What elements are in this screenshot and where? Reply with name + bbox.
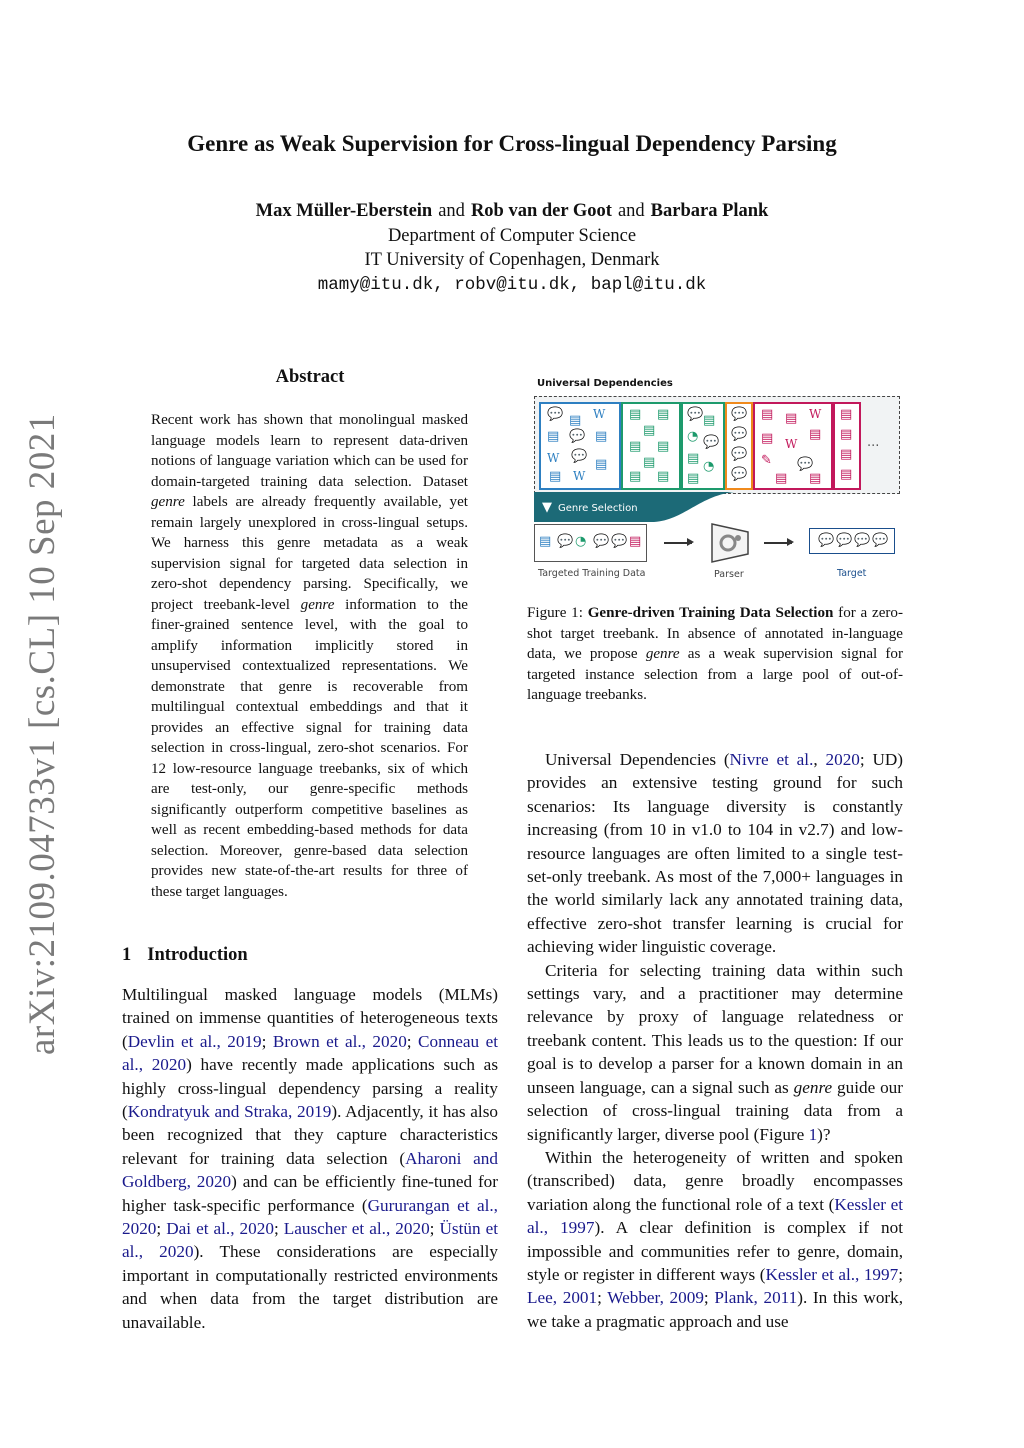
document-icon: ▤ — [657, 407, 670, 422]
paragraph: Universal Dependencies (Nivre et al., 2020; UD) provides an extensive testing ground for such scenarios: Its language diversity is constantly increasing (from 10 in v1.0 to 104 in v2.7) and low-resource languages are often limited to a single test-set-only treebank. As most of the 7,000+ languages in the world similarly lack any annotated training data, effective zero-shot transfer learning is crucial for achieving wider linguistic coverage. — [527, 750, 903, 957]
document-icon: ▤ — [657, 469, 670, 484]
intro-right-column — [527, 748, 903, 1333]
figure-caption: Figure 1: Genre-driven Training Data Selection for a zero-shot target treebank. In absence of annotated in-language data, we propose genre as a weak supervision signal for targeted instance selection from a large pool of out-of-language treebanks. — [527, 605, 903, 703]
citation-link[interactable]: Kondratyuk and Straka, 2019 — [127, 1102, 332, 1122]
speech-icon: 💬 — [797, 457, 814, 472]
section-number: 1 — [122, 945, 132, 965]
more-treebanks-ellipsis: ... — [867, 435, 880, 450]
document-icon: ▤ — [840, 447, 853, 462]
abstract-heading: Abstract — [275, 367, 345, 387]
paper-title: Genre as Weak Supervision for Cross-lingual Dependency Parsing — [187, 131, 837, 156]
paragraph: Multilingual masked language models (MLMs) trained on immense quantities of heterogeneous texts (Devlin et al., 2019; Brown et al., 2020; Conneau et al., 2020) have recently made applications such as highly cross-lingual dependency parsing a reality (Kondratyuk and Straka, 2019). Adjacently, it has also been recognized that they capture characteristics relevant for training data selection (Aharoni and Goldberg, 2020) and can be efficiently fine-tuned for higher task-specific performance (Gururangan et al., 2020; Dai et al., 2020; Lauscher et al., 2020; Üstün et al., 2020). These considerations are especially important in computationally restricted environments and when data from the target distribution are unavailable. — [122, 985, 499, 1332]
speech-icon: 💬 — [557, 534, 574, 549]
document-icon: ▤ — [687, 451, 700, 466]
document-icon: ▤ — [643, 423, 656, 438]
university: IT University of Copenhagen, Denmark — [364, 250, 660, 270]
arrow-right-icon — [664, 542, 692, 544]
genre-selection-label: Genre Selection — [558, 503, 638, 514]
speech-icon: 💬 — [818, 533, 835, 548]
citation-link[interactable]: Plank, 2011 — [714, 1288, 798, 1308]
treebank-magenta-2 — [833, 402, 861, 490]
author-block — [100, 199, 924, 297]
abstract-emphasis: genre — [151, 494, 185, 510]
treebank-green — [621, 402, 681, 490]
citation-link[interactable]: Aharoni and Goldberg, 2020 — [122, 1148, 498, 1192]
target-label: Target — [837, 568, 867, 579]
citation-link[interactable]: Lee, 2001 — [527, 1288, 598, 1308]
document-icon: ▤ — [840, 467, 853, 482]
paragraph: Criteria for selecting training data within such settings vary, and a practitioner may determine relevance by proxy of language relatedness or treebank content. This leads us to the question: If our goal is to develop a parser for a known domain in an unseen language, can a signal such as genre guide our selection of cross-lingual training data from a significantly larger, diverse pool (Figure 1)? — [527, 960, 903, 1144]
speech-icon: 💬 — [687, 407, 704, 422]
citation-link[interactable]: Lauscher et al., 2020 — [283, 1219, 430, 1239]
target-treebank-box — [809, 528, 895, 554]
document-icon: ▤ — [809, 427, 822, 442]
figure-1 — [530, 374, 902, 586]
author-3: Barbara Plank — [650, 201, 769, 221]
rss-icon: ◔ — [703, 459, 715, 474]
citation-link[interactable]: Kessler et al., 1997 — [527, 1194, 903, 1238]
document-icon: ▤ — [687, 471, 700, 486]
abstract-text: Recent work has shown that monolingual masked language models learn to represent data-driven notions of language variation which can be used for domain-targeted training data selection. Dataset — [151, 412, 468, 490]
intro-left-column — [122, 983, 498, 1334]
citation-link[interactable]: Conneau et al., 2020 — [122, 1031, 498, 1075]
speech-icon: 💬 — [571, 449, 588, 464]
treebank-magenta — [753, 402, 833, 490]
caption-title: Genre-driven Training Data Selection — [587, 605, 834, 621]
citation-link[interactable]: 2020 — [825, 750, 860, 769]
section-heading — [122, 945, 248, 966]
document-icon: ▤ — [809, 471, 822, 486]
document-icon: ▤ — [629, 534, 642, 549]
parser-label: Parser — [714, 569, 744, 580]
document-icon: ▤ — [657, 439, 670, 454]
caption-label: Figure 1: — [527, 605, 588, 621]
citation-link[interactable]: Gururangan et al., 2020 — [122, 1195, 498, 1239]
document-icon: ▤ — [840, 407, 853, 422]
speech-icon: 💬 — [731, 427, 748, 442]
magic-icon: ✎ — [761, 453, 772, 468]
abstract-text: labels are already frequently available, yet remain largely unexplored in cross-lingual setups. We harness this genre metadata as a weak supervision signal for targeted data selection in zero-shot dependency parsing. Specifically, we project treebank-level — [151, 494, 468, 613]
speech-icon: 💬 — [547, 407, 564, 422]
arrow-right-icon — [764, 542, 792, 544]
citation-link[interactable]: Kessler et al., 1997 — [765, 1264, 899, 1284]
citation-link[interactable]: Nivre et al. — [729, 750, 814, 769]
wikipedia-icon: W — [573, 469, 586, 483]
filter-icon: ▼ — [542, 500, 552, 515]
treebank-blue — [539, 402, 621, 490]
author-emails: mamy@itu.dk, robv@itu.dk, bapl@itu.dk — [317, 274, 707, 295]
speech-icon: 💬 — [611, 534, 628, 549]
speech-icon: 💬 — [872, 533, 889, 548]
author-separator: and — [617, 201, 645, 221]
author-2: Rob van der Goot — [470, 201, 612, 221]
wikipedia-icon: W — [593, 407, 606, 421]
document-icon: ▤ — [629, 469, 642, 484]
author-separator: and — [438, 201, 465, 221]
document-icon: ▤ — [595, 429, 608, 444]
abstract-emphasis: genre — [300, 596, 335, 613]
abstract-body — [151, 410, 468, 902]
speech-icon: 💬 — [703, 435, 720, 450]
speech-icon: 💬 — [731, 407, 748, 422]
abstract-text: information to the finer-grained sentence level, with the goal to amplify information implicitly stored in unsupervised contextualized representations. We demonstrate that genre is recoverable from multilingual contextual embeddings and that it provides an effective signal for training data selection in cross-lingual, zero-shot scenarios. For 12 low-resource language treebanks, six of which are test-only, our genre-specific methods significantly outperform competitive baselines as well as recent embedding-based methods for data selection. Moreover, genre-based data selection provides new state-of-the-art results for three of these target languages. — [151, 596, 468, 900]
document-icon: ▤ — [643, 455, 656, 470]
genre-selection-bar — [534, 494, 712, 522]
document-icon: ▤ — [629, 439, 642, 454]
document-icon: ▤ — [761, 431, 774, 446]
figure-reference-link[interactable]: 1 — [808, 1124, 818, 1144]
author-1: Max Müller-Eberstein — [255, 201, 433, 221]
speech-icon: 💬 — [854, 533, 871, 548]
speech-icon: 💬 — [836, 533, 853, 548]
wikipedia-icon: W — [547, 451, 560, 465]
paragraph: Within the heterogeneity of written and spoken (transcribed) data, genre broadly encompasses variation along the functional role of a text (Kessler et al., 1997). A clear definition is complex if not impossible and communities refer to genre, domain, style or register in different ways (Kessler et al., 1997; Lee, 2001; Webber, 2009; Plank, 2011). In this work, we take a pragmatic approach and use — [527, 1147, 904, 1331]
document-icon: ▤ — [775, 471, 788, 486]
document-icon: ▤ — [539, 534, 552, 549]
speech-icon: 💬 — [593, 534, 610, 549]
treebank-pool — [534, 396, 900, 494]
speech-icon: 💬 — [731, 447, 748, 462]
speech-icon: 💬 — [731, 467, 748, 482]
citation-link[interactable]: Dai et al., 2020 — [166, 1219, 274, 1239]
parser-icon — [710, 522, 750, 564]
citation-link[interactable]: Üstün et al., 2020 — [122, 1219, 499, 1262]
document-icon: ▤ — [595, 457, 608, 472]
targeted-training-data-label: Targeted Training Data — [538, 568, 646, 579]
speech-icon: 💬 — [569, 429, 586, 444]
citation-link[interactable]: Devlin et al., 2019 — [127, 1031, 262, 1051]
treebank-green-2 — [681, 402, 725, 490]
treebank-orange — [725, 402, 753, 490]
targeted-training-data-box — [534, 524, 647, 562]
document-icon: ▤ — [569, 413, 582, 428]
arxiv-stamp: arXiv:2109.04733v1 [cs.CL] 10 Sep 2021 — [22, 413, 63, 1055]
ud-label: Universal Dependencies — [537, 378, 673, 389]
wikipedia-icon: W — [809, 407, 822, 421]
document-icon: ▤ — [703, 413, 716, 428]
citation-link[interactable]: Webber, 2009 — [607, 1288, 704, 1308]
wikipedia-icon: W — [785, 437, 798, 451]
document-icon: ▤ — [761, 407, 774, 422]
document-icon: ▤ — [629, 407, 642, 422]
author-names — [100, 199, 924, 224]
document-icon: ▤ — [785, 411, 798, 426]
section-title: Introduction — [147, 945, 248, 965]
department: Department of Computer Science — [387, 225, 637, 246]
citation-link[interactable]: Brown et al., 2020 — [272, 1031, 407, 1051]
rss-icon: ◔ — [575, 534, 587, 549]
document-icon: ▤ — [840, 427, 853, 442]
document-icon: ▤ — [547, 429, 560, 444]
rss-icon: ◔ — [687, 429, 699, 444]
document-icon: ▤ — [549, 469, 562, 484]
